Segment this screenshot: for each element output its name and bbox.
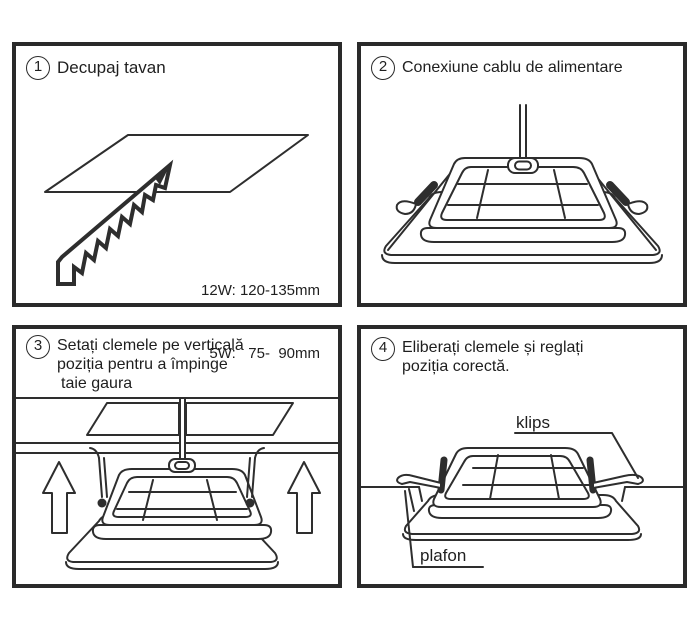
flange-front-edge [382, 255, 662, 263]
step3-title-line1: Setați clemele pe verticală [57, 337, 244, 354]
step3-title-line3: taie gaura [61, 375, 133, 392]
step3-title [57, 335, 244, 393]
cable-connection-illustration [361, 46, 683, 303]
cable-connector [508, 158, 538, 173]
right-clip-loop [628, 201, 647, 214]
ceiling-plane [45, 135, 308, 192]
step4-title-line2: poziția corectă. [402, 358, 510, 375]
clip-label: klips [516, 413, 551, 432]
step3-title-line2: poziția pentru a împinge [57, 356, 228, 373]
ceiling-hole-left [87, 403, 179, 435]
up-arrow-left [43, 462, 75, 533]
step-panel-2 [357, 42, 687, 307]
step-number-badge: 4 [371, 337, 395, 361]
panel-body-side [421, 228, 625, 242]
ceiling-label: plafon [420, 546, 467, 565]
step2-title: Conexiune cablu de alimentare [402, 59, 623, 76]
ceiling-hole-right [186, 403, 293, 435]
left-clip-pivot [98, 499, 107, 508]
right-clip-pivot [246, 499, 255, 508]
saw-arrow [58, 165, 170, 284]
hole-edge-right [622, 487, 625, 501]
left-clip-post [104, 458, 107, 497]
hole-edge-line [409, 489, 414, 511]
step4-header [371, 337, 583, 376]
up-arrow-right [288, 462, 320, 533]
step-number-badge: 3 [26, 335, 50, 359]
step1-title: Decupaj tavan [57, 58, 166, 77]
step4-title-line1: Eliberați clemele și reglați [402, 339, 584, 356]
step-panel-4 [357, 325, 687, 588]
step1-header [26, 56, 166, 80]
step-number-badge: 1 [26, 56, 50, 80]
step3-header [26, 335, 244, 393]
hole-edge-left [419, 487, 422, 501]
left-clip-loop [397, 201, 416, 214]
panel-body-side [93, 525, 271, 539]
dimension-5w: 5W: 75- 90mm [209, 345, 320, 362]
step2-header [371, 56, 623, 80]
right-clip-post [252, 458, 255, 497]
cable-connector [169, 459, 195, 472]
step4-title [402, 337, 583, 376]
step-number-badge: 2 [371, 56, 395, 80]
flange-front-edge [66, 562, 278, 569]
dimension-12w: 12W: 120-135mm [201, 282, 320, 299]
left-clip-post [99, 458, 102, 497]
